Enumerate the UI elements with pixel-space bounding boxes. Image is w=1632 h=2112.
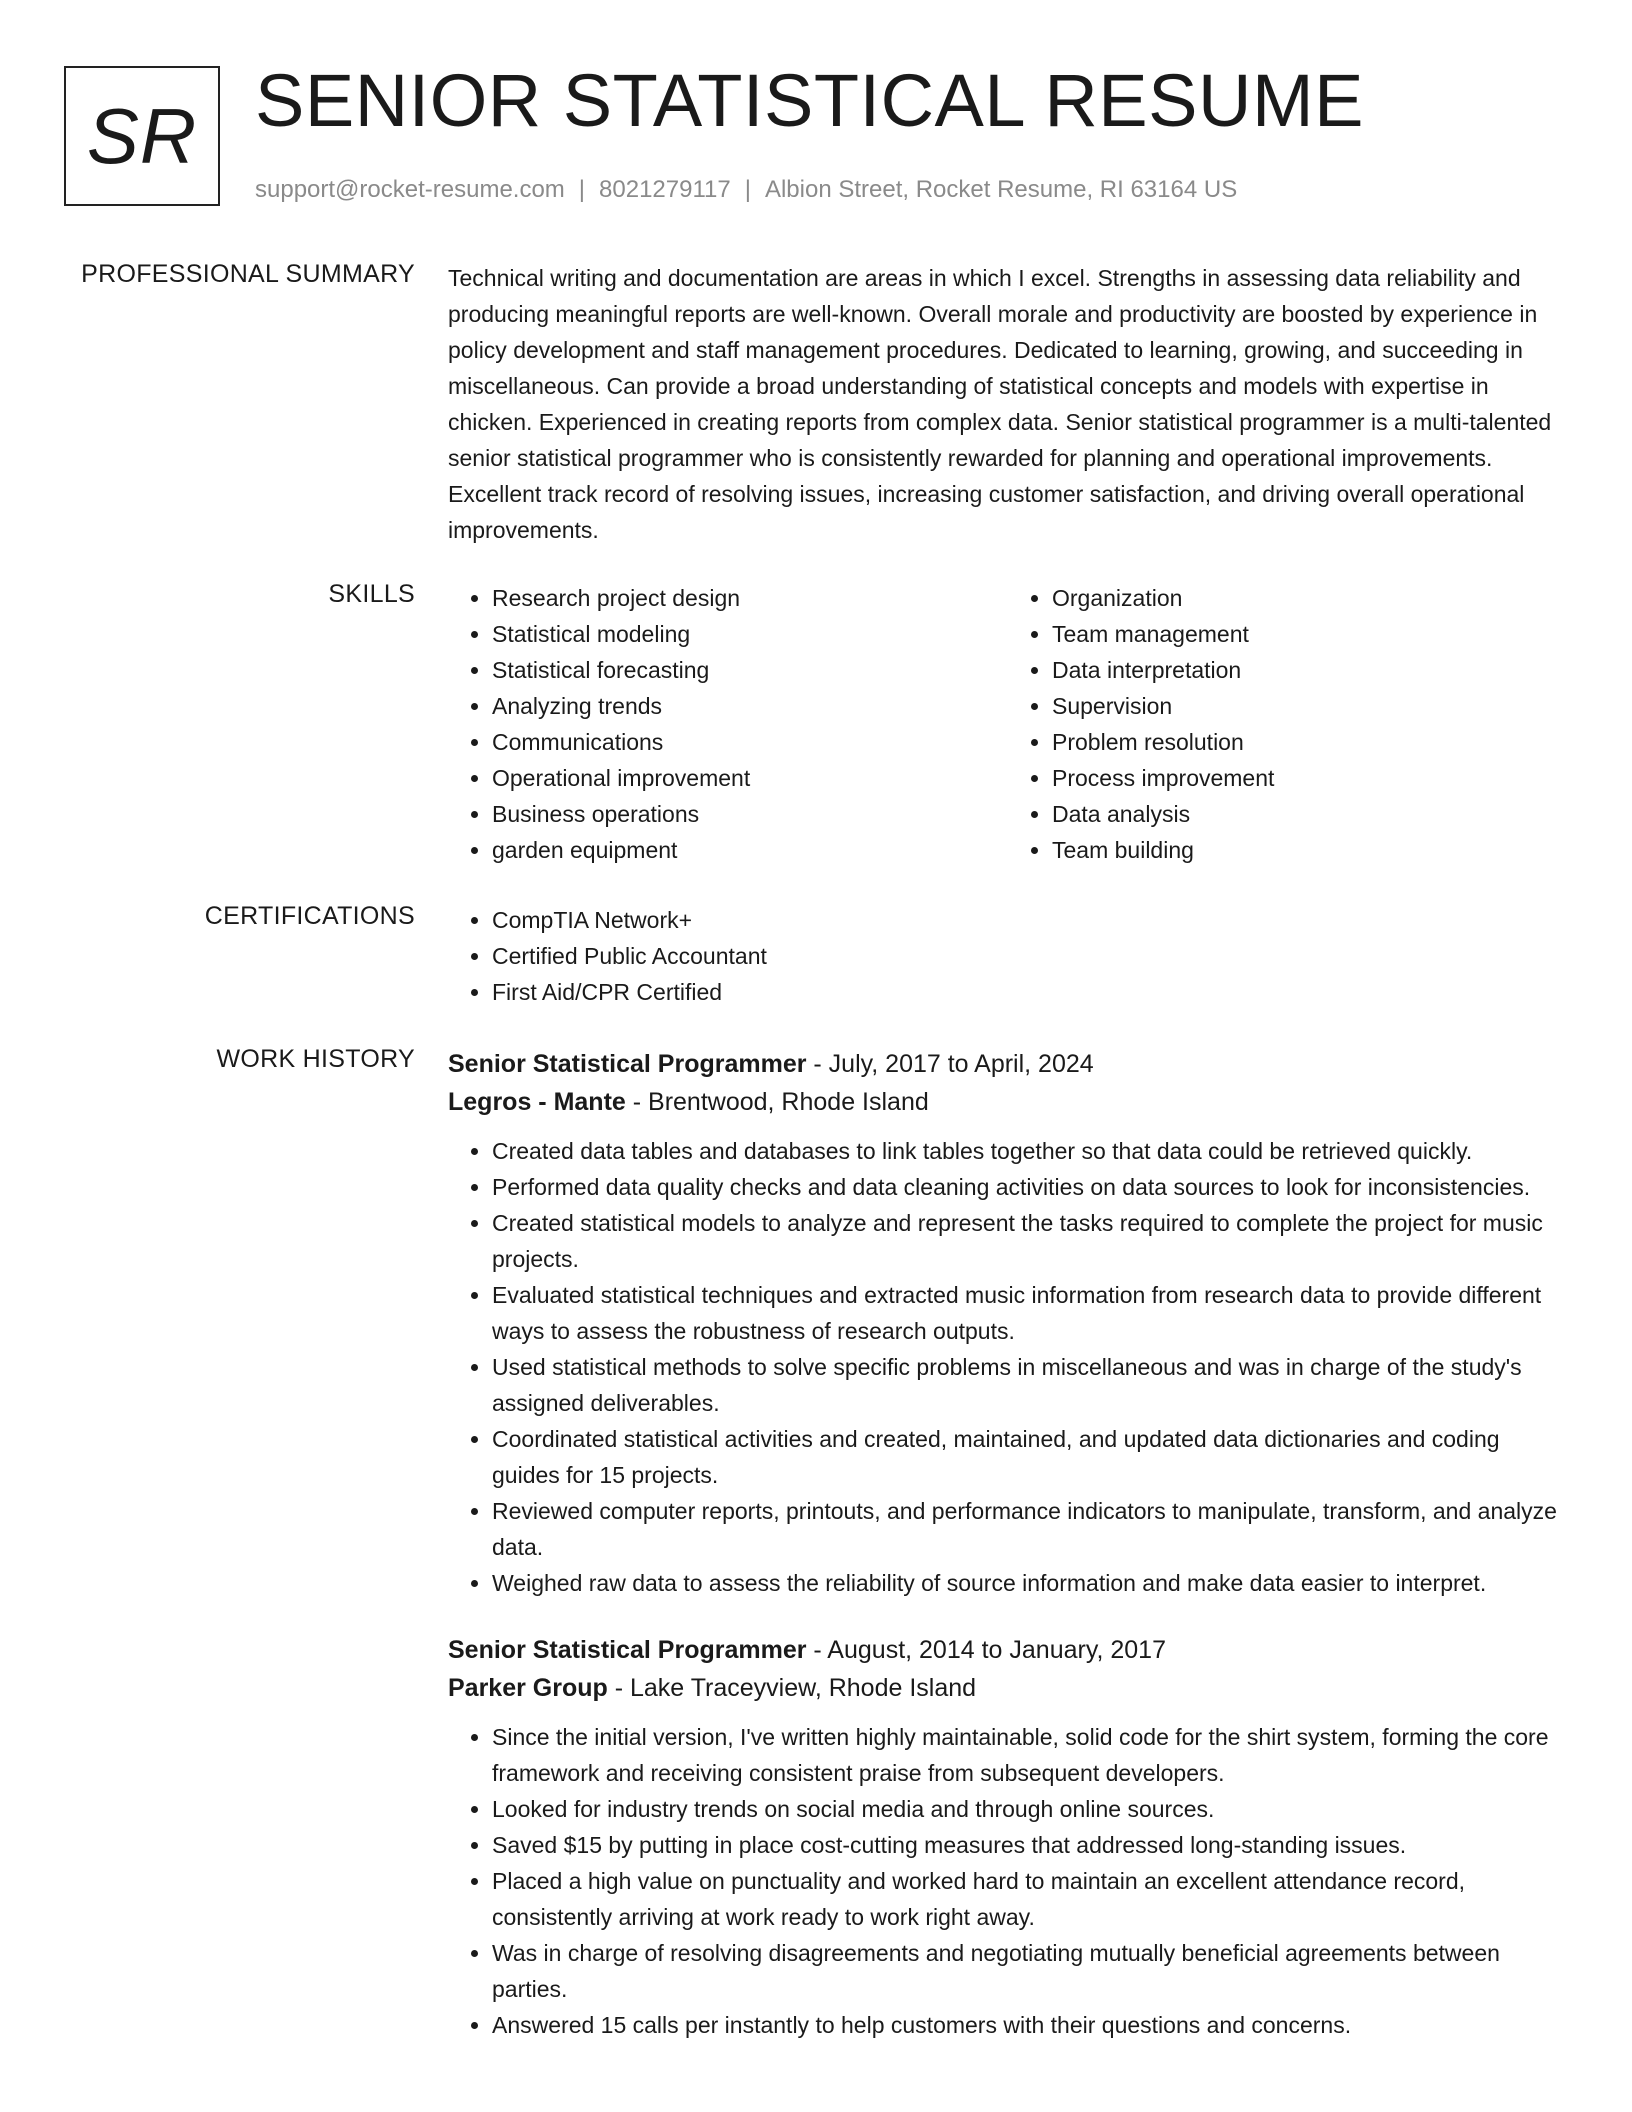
skills-right-list: [1008, 580, 1568, 868]
certifications-list: [448, 902, 1568, 1010]
job-bullets: [448, 1719, 1568, 2043]
skill-item: • Team building: [1052, 832, 1568, 868]
skill-item: • garden equipment: [492, 832, 1008, 868]
job-bullet: • Was in charge of resolving disagreements and negotiating mutually beneficial agreements between parties.: [492, 1935, 1568, 2007]
job-bullet: • Saved $15 by putting in place cost-cutting measures that addressed long-standing issues.: [492, 1827, 1568, 1863]
skill-item: • Statistical forecasting: [492, 652, 1008, 688]
skill-item: • Communications: [492, 724, 1008, 760]
skill-item: • Operational improvement: [492, 760, 1008, 796]
contact-separator: |: [744, 176, 751, 203]
work-history-body: [448, 1045, 1568, 2043]
skills-heading: SKILLS: [328, 580, 415, 608]
job-company: Legros - Mante: [448, 1088, 626, 1116]
job-bullet: • Coordinated statistical activities and created, maintained, and updated data dictionaries and coding guides for 15 projects.: [492, 1421, 1568, 1493]
job-spacer: [448, 1601, 1568, 1631]
job-role-line: [448, 1631, 1568, 1669]
skills-body: [448, 580, 1568, 868]
job-location: - Lake Traceyview, Rhode Island: [607, 1674, 977, 1702]
job-bullet: • Created statistical models to analyze and represent the tasks required to complete the project for music projects.: [492, 1205, 1568, 1277]
skill-item: • Data interpretation: [1052, 652, 1568, 688]
certifications-body: [448, 902, 1568, 1010]
certification-item: • Certified Public Accountant: [492, 938, 1568, 974]
job-bullet: • Weighed raw data to assess the reliability of source information and make data easier to interpret.: [492, 1565, 1568, 1601]
summary-text: Technical writing and documentation are areas in which I excel. Strengths in assessing data reliability and producing meaningful reports are well-known. Overall morale and productivity are boosted by experience in policy development and staff management procedures. Dedicated to learning, growing, and succeeding in miscellaneous. Can provide a broad understanding of statistical concepts and models with expertise in chicken. Experienced in creating reports from complex data. Senior statistical programmer is a multi-talented senior statistical programmer who is consistently rewarded for planning and operational improvements. Excellent track record of resolving issues, increasing customer satisfaction, and driving overall operational improvements.: [448, 265, 1552, 543]
skill-item: • Analyzing trends: [492, 688, 1008, 724]
job-dates: - July, 2017 to April, 2024: [806, 1050, 1094, 1078]
summary-heading: PROFESSIONAL SUMMARY: [81, 260, 415, 288]
skills-grid: [448, 580, 1568, 868]
job-bullet: • Reviewed computer reports, printouts, and performance indicators to manipulate, transform, and analyze data.: [492, 1493, 1568, 1565]
skills-left-list: [448, 580, 1008, 868]
job-bullet: • Placed a high value on punctuality and worked hard to maintain an excellent attendance record, consistently arriving at work ready to work right away.: [492, 1863, 1568, 1935]
job-company: Parker Group: [448, 1674, 608, 1702]
job-bullet: • Performed data quality checks and data cleaning activities on data sources to look for inconsistencies.: [492, 1169, 1568, 1205]
skill-item: • Organization: [1052, 580, 1568, 616]
skill-item: • Data analysis: [1052, 796, 1568, 832]
job-bullet: • Used statistical methods to solve specific problems in miscellaneous and was in charge of the study's assigned deliverables.: [492, 1349, 1568, 1421]
monogram-box: [64, 66, 220, 206]
contact-line: [255, 176, 1237, 204]
monogram-initials: SR: [86, 91, 198, 180]
contact-phone: 8021279117: [599, 176, 731, 203]
job-location: - Brentwood, Rhode Island: [625, 1088, 929, 1116]
work-history-heading: WORK HISTORY: [216, 1045, 415, 1073]
skill-item: • Statistical modeling: [492, 616, 1008, 652]
certification-item: • First Aid/CPR Certified: [492, 974, 1568, 1010]
job-bullet: • Answered 15 calls per instantly to help customers with their questions and concerns.: [492, 2007, 1568, 2043]
job-entry: [448, 1631, 1568, 2043]
contact-email: support@rocket-resume.com: [255, 176, 565, 203]
skill-item: • Problem resolution: [1052, 724, 1568, 760]
job-company-line: [448, 1083, 1568, 1121]
job-entry: [448, 1045, 1568, 1601]
job-role: Senior Statistical Programmer: [448, 1636, 807, 1664]
job-bullet: • Since the initial version, I've written highly maintainable, solid code for the shirt system, forming the core framework and receiving consistent praise from subsequent developers.: [492, 1719, 1568, 1791]
job-company-line: [448, 1669, 1568, 1707]
skill-item: • Process improvement: [1052, 760, 1568, 796]
job-bullet: • Evaluated statistical techniques and extracted music information from research data to provide different ways to assess the robustness of research outputs.: [492, 1277, 1568, 1349]
certification-item: • CompTIA Network+: [492, 902, 1568, 938]
skill-item: • Team management: [1052, 616, 1568, 652]
contact-address: Albion Street, Rocket Resume, RI 63164 US: [764, 176, 1238, 203]
job-bullet: • Looked for industry trends on social media and through online sources.: [492, 1791, 1568, 1827]
job-bullet: • Created data tables and databases to link tables together so that data could be retrieved quickly.: [492, 1133, 1568, 1169]
skill-item: • Research project design: [492, 580, 1008, 616]
summary-body: [448, 260, 1568, 548]
job-dates: - August, 2014 to January, 2017: [806, 1636, 1166, 1664]
resume-title: SENIOR STATISTICAL RESUME: [255, 59, 1364, 142]
skill-item: • Business operations: [492, 796, 1008, 832]
job-role-line: [448, 1045, 1568, 1083]
job-bullets: [448, 1133, 1568, 1601]
contact-separator: |: [578, 176, 586, 203]
certifications-heading: CERTIFICATIONS: [204, 902, 415, 930]
job-role: Senior Statistical Programmer: [448, 1050, 807, 1078]
skill-item: • Supervision: [1052, 688, 1568, 724]
